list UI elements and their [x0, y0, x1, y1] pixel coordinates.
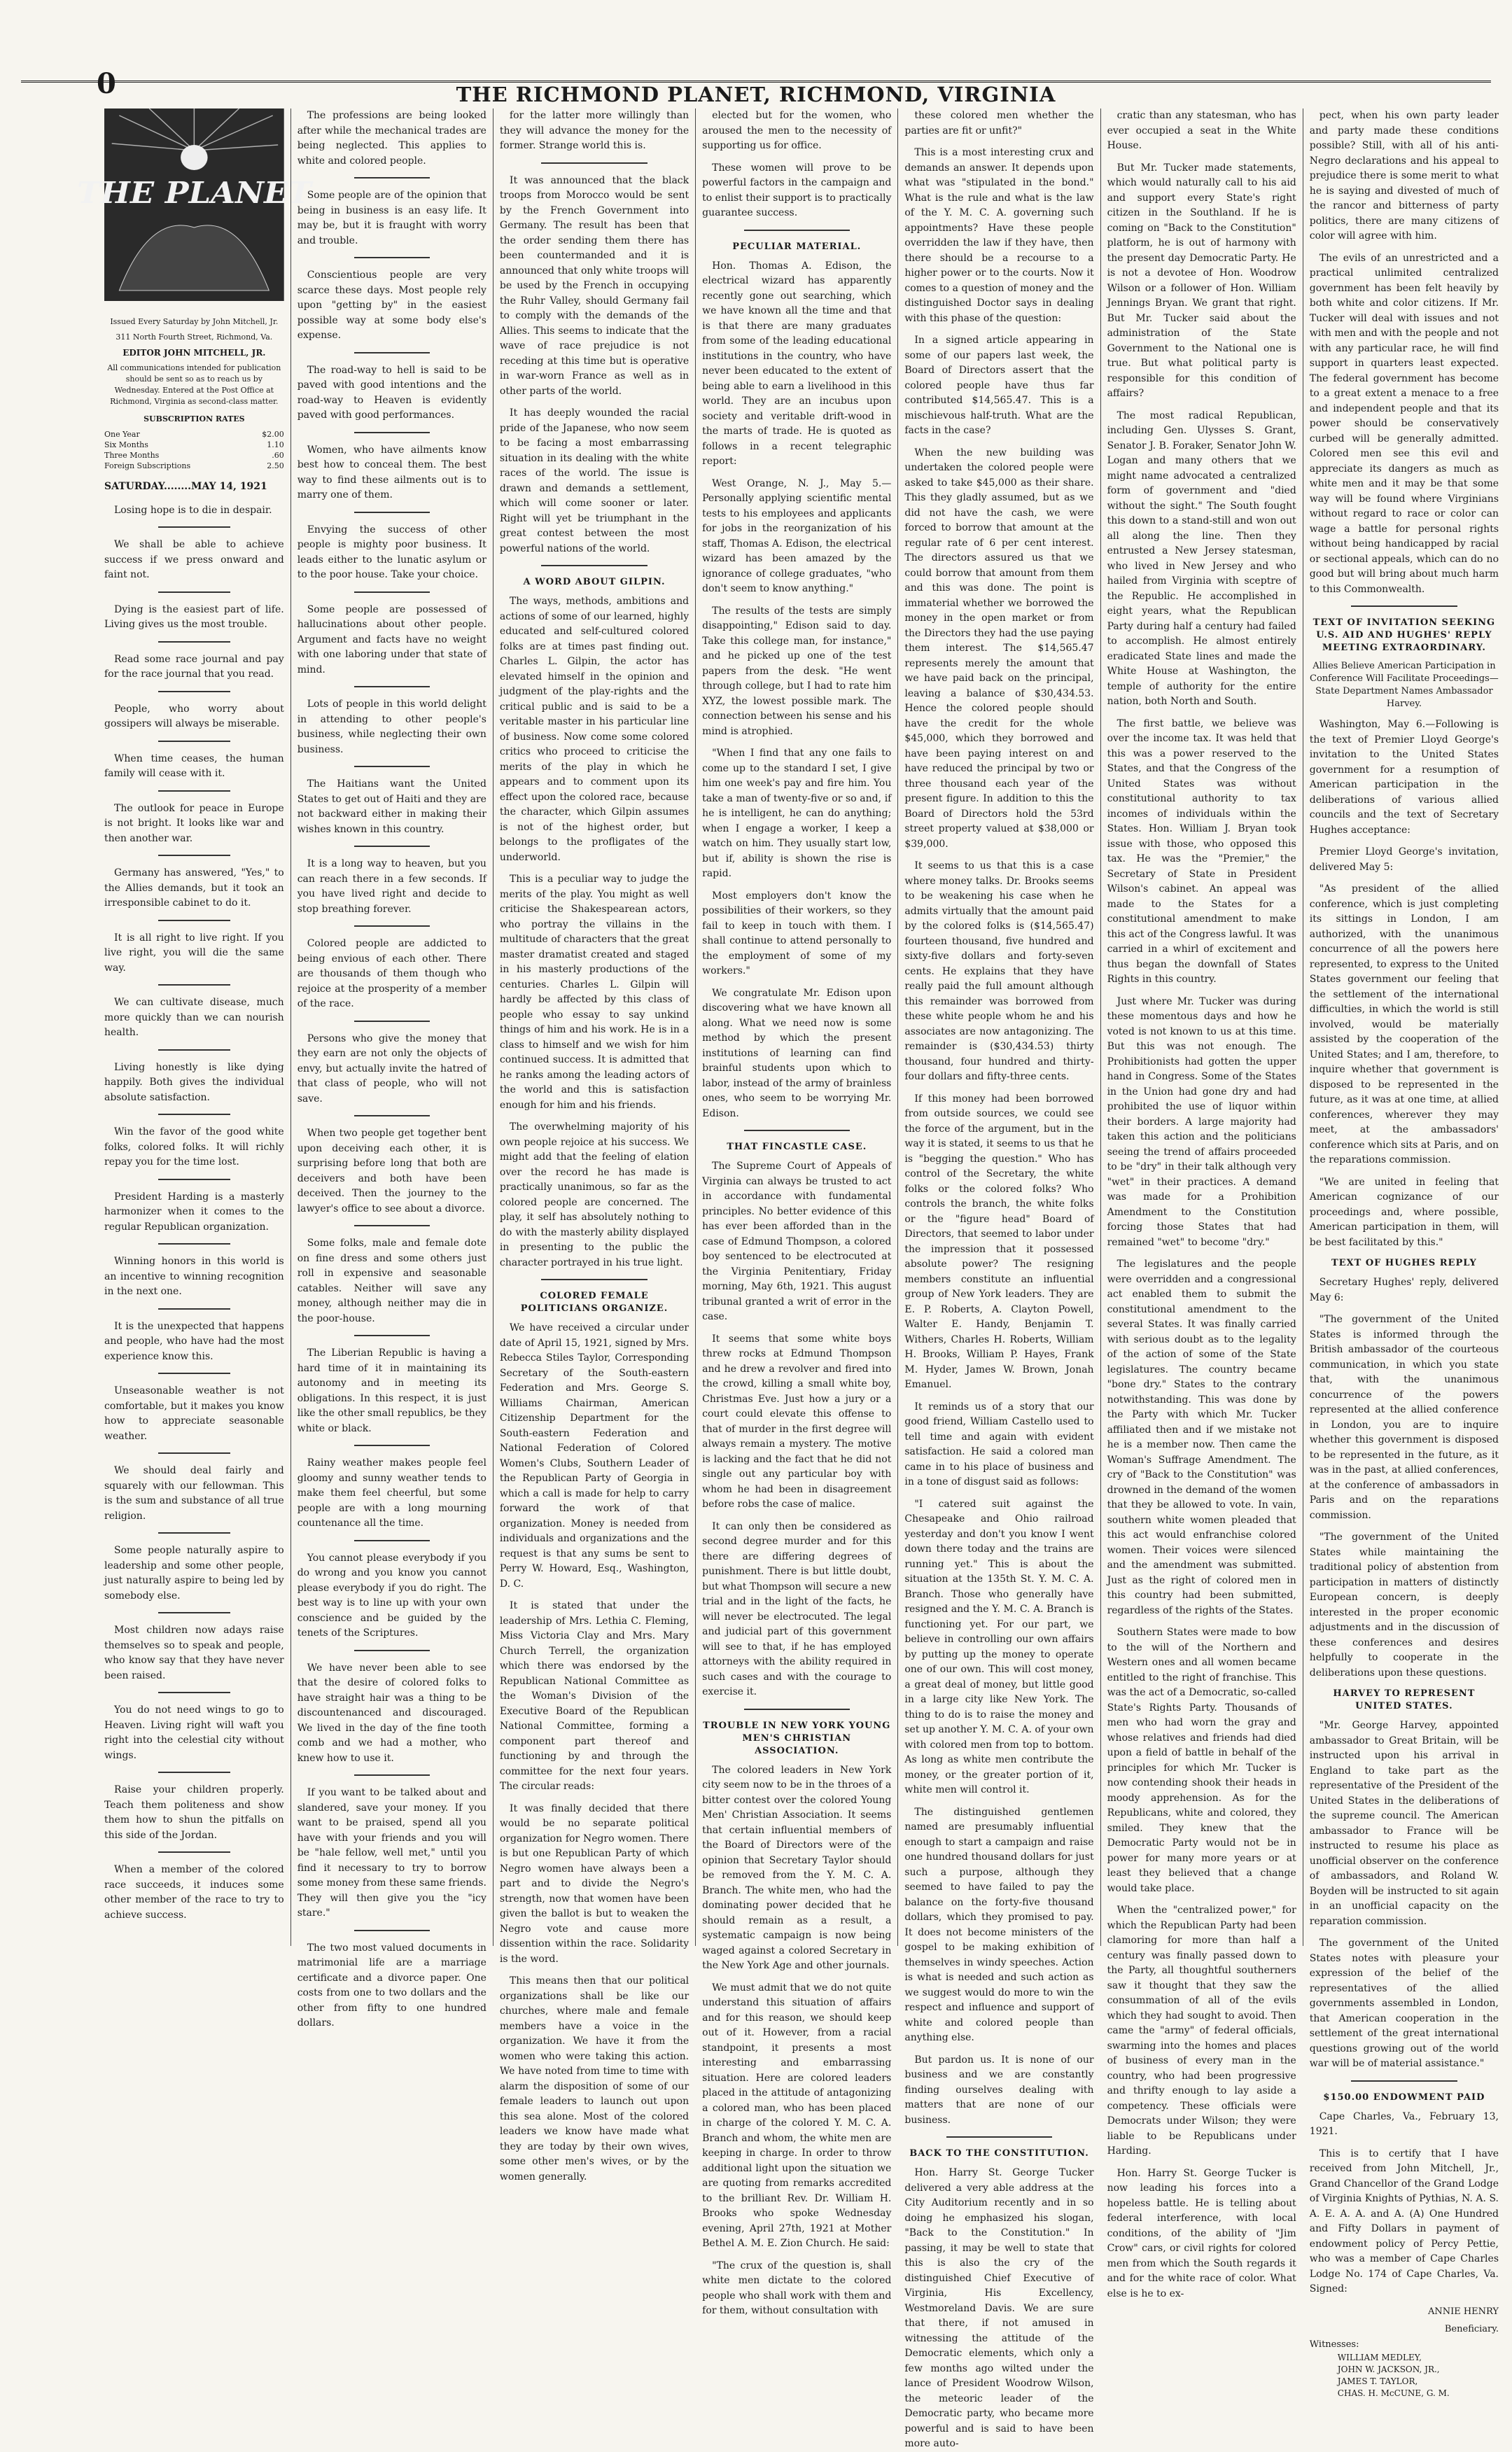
separator-rule: [354, 846, 430, 847]
paragraph: "We are united in feeling that American cognizance of our proceedings and, where possible, American participation in them, will be best facilitated by this.": [1309, 1176, 1499, 1248]
separator-rule: [1351, 2080, 1457, 2082]
separator-rule: [354, 1930, 430, 1931]
separator-rule: [158, 790, 230, 792]
subscription-rates: [104, 429, 284, 471]
separator-rule: [158, 1308, 230, 1310]
paragraph: You do not need wings to go to Heaven. Living right will waft you right into the celestial city without wings.: [104, 1704, 284, 1761]
paragraph: This means then that our political organizations shall be like our churches, where male and female members have a voice in the organization. We have it from the women who were taking this action. We have noted from time to time with alarm the disposition of some of our female leaders to launch out upon this sea alone. Most of the colored leaders we know have made what they are today by their own wives, some other men's wives, or by the women generally.: [499, 1975, 690, 2183]
paragraph-list: [702, 1763, 891, 2319]
article-headline: TEXT OF INVITATION SEEKING U.S. AID AND HUGHES' REPLY MEETING EXTRAORDINARY.: [1312, 617, 1496, 653]
paragraph: West Orange, N. J., May 5.—Personally applying scientific mental tests to his employees and applicants for jobs in the reorganization of his staff, Thomas A. Edison, the electrical wizard has been amazed by the ignorance of college graduates, "who don't seem to know anything.": [702, 477, 892, 594]
article-headline: TEXT OF HUGHES REPLY: [1331, 1258, 1477, 1268]
paragraph: When the "centralized power," for which the Republican Party had been clamoring for more than half a century was finally passed down to the Party, all thoughtful southerners saw it thought that they saw the consummation of all of the evils which they had sought to avoid. Then came the "army" of federal officials, swarming into the homes and places of business of every man in the country, who had been progressive and thrifty enough to lay aside a competency. These officials were Democrats under Wilson; they were liable to be Republicans under Harding.: [1107, 1905, 1296, 2157]
paragraph: It is the unexpected that happens and people, who have had the most experience know this.: [104, 1320, 284, 1362]
separator-rule: [158, 591, 230, 593]
column-3: [493, 108, 695, 2183]
publisher-line: Issued Every Saturday by John Mitchell, Jr.: [110, 316, 279, 326]
paragraph: This is to certify that I have received from John Mitchell, Jr., Grand Chancellor of the Grand Lodge of Virginia Knights of Pythias, N. A. S. A. E. A. A. and A. (A) One Hundred and Fifty Dollars in payment of endowment policy of Percy Pettie, who was a member of Cape Charles Lodge No. 174 of Cape Charles, Va. Signed:: [1309, 2148, 1499, 2295]
paragraph: Read some race journal and pay for the race journal that you read.: [104, 653, 284, 680]
paragraph-list: [1310, 1718, 1499, 2072]
separator-rule: [158, 691, 230, 692]
paragraph-list: [1310, 1275, 1499, 1681]
witness-name: CHAS. H. McCUNE, G. M.: [1337, 2388, 1450, 2398]
paragraph-list: [500, 174, 689, 557]
separator-rule: [541, 162, 647, 164]
paragraph: People, who worry about gossipers will always be miserable.: [104, 703, 284, 729]
separator-rule: [158, 855, 230, 856]
paragraph: Hon. Harry St. George Tucker delivered a very able address at the City Auditorium recently and in so doing he emphasized his slogan, "Back to the Constitution." In passing, it may be well to state that this is also the cry of the distinguished Chief Executive of Virginia, His Excellency, Westmoreland Davis. We are sure that there, if not amused in witnessing the attitude of the Democratic elements, which only a few months ago wilted under the lance of President Woodrow Wilson, the meteoric leader of the Democratic party, who became more powerful and is said to have been more auto-: [904, 2167, 1094, 2449]
paragraph: "The crux of the question is, shall white men dictate to the colored people who shall work with them and for them, without consultation with: [702, 2260, 892, 2316]
separator-rule: [158, 1049, 230, 1051]
column-7: [1303, 108, 1505, 2398]
paragraph: It is a long way to heaven, but you can reach there in a few seconds. If you have lived right and decide to stop breathing forever.: [297, 858, 486, 915]
paragraph: It seems to us that this is a case where money talks. Dr. Brooks seems to be weakening his case when he admits virtually that the amount paid by the colored folks is ($14,565.47) fourteen thousand, five hundred and sixty-five dollars and forty-seven cents. He explains that they have really paid the full amount although this remainder was borrowed from these white people whom he and his associates are now antagonizing. The remainder is ($30,434.53) thirty thousand, four hundred and thirty-four dollars and fifty-three cents.: [904, 860, 1094, 1082]
separator-rule: [541, 565, 647, 566]
separator-rule: [354, 1225, 430, 1226]
separator-rule: [354, 766, 430, 767]
separator-rule: [354, 1115, 430, 1116]
separator-rule: [158, 1243, 230, 1245]
paragraph: "When I find that any one fails to come up to the standard I set, I give him one week's pay and fire him. You take a man of twenty-five or so and, if he is intelligent, he can do anything; when I engage a worker, I keep a watch on him. They usually start low, but if, ability is shown the rise is rapid.: [702, 748, 892, 879]
separator-rule: [744, 1130, 850, 1131]
continued-paragraph: these colored men whether the parties are fit or unfit?": [904, 110, 1094, 136]
paragraph: The overwhelming majority of his own people rejoice at his success. We might add that the feeling of elation over the record he has made is practically unanimous, so far as the colored people are concerned. The play, it self has absolutely nothing to do with the masterly ability displayed in presenting to the public the character portrayed in his true light.: [499, 1121, 690, 1268]
sidebar-column: [77, 108, 312, 1946]
paragraph: Win the favor of the good white folks, colored folks. It will richly repay you for the time lost.: [104, 1126, 284, 1168]
separator-rule: [158, 1114, 230, 1115]
paragraph: In a signed article appearing in some of our papers last week, the Board of Directors assert that the colored people have thus far contributed $14,565.47. This is a mischievous half-truth. What are the facts in the case?: [904, 335, 1094, 436]
paragraph: Losing hope is to die in despair.: [114, 504, 272, 516]
separator-rule: [158, 741, 230, 742]
article-headline: PECULIAR MATERIAL.: [732, 241, 862, 252]
paragraph: Unseasonable weather is not comfortable, but it makes you know how to appreciate seasonable weather.: [104, 1385, 284, 1442]
rate-row: Six Months 1.10: [104, 440, 284, 449]
paragraph: The Supreme Court of Appeals of Virginia can always be trusted to act in accordance with fundamental principles. No better evidence of this has ever been afforded than in the case of Edmund Thompson, a colored boy sentenced to be electrocuted at the Virginia Penitentiary, Friday morning, May 6th, 1921. This august tribunal granted a writ of error in the case.: [702, 1161, 892, 1322]
paragraph: We should deal fairly and squarely with our fellowman. This is the sum and substance of all true religion.: [104, 1465, 284, 1522]
separator-rule: [354, 432, 430, 433]
separator-rule: [158, 1452, 230, 1454]
column-4: [695, 108, 897, 2316]
rate-row: Foreign Subscriptions 2.50: [104, 461, 284, 470]
separator-rule: [158, 1532, 230, 1534]
paragraph: We congratulate Mr. Edison upon discovering what we have known all along. What we need now is some method by which the present institutions of learning can find brainful students upon which to labor, instead of the army of brainless ones, who seem to be worrying Mr. Edison.: [702, 987, 892, 1119]
paragraph: It seems that some white boys threw rocks at Edmund Thompson and he drew a revolver and fired into the crowd, killing a small white boy, Christmas Eve. Just how a jury or a court could elevate this offense to that of murder in the first degree will always remain a mystery. The motive is lacking and the fact that he did not single out any particular boy with whom he had been in disagreement before robs the case of malice.: [702, 1333, 892, 1510]
separator-rule: [354, 591, 430, 593]
article-headline: THAT FINCASTLE CASE.: [727, 1142, 867, 1152]
columns: [77, 108, 1505, 2449]
continued-paragraph: pect, when his own party leader and party made these conditions possible? Still, with all of his anti-Negro declarations and his appeal to prejudice there is some merit to what he is saying and divested of much of the rancor and bitterness of party politics, there are many citizens of color will agree with him.: [1309, 110, 1499, 241]
paragraph: We can cultivate disease, much more quickly than we can nourish health.: [104, 997, 284, 1038]
paragraph: Hon. Thomas A. Edison, the electrical wizard has apparently recently gone out searching, which we have known all the time and that is that there are many graduates from some of the leading educational institutions in the country, who have never been educated to the extent of being able to earn a livelihood in this world. They are an incubus upon society and veritable drift-wood in the marts of trade. He is quoted as follows in a recent telegraphic report:: [702, 260, 892, 467]
separator-rule: [158, 1692, 230, 1693]
paragraph: Living honestly is like dying happily. Both gives the individual absolute satisfaction.: [104, 1061, 284, 1103]
paragraph: The results of the tests are simply disappointing," Edison said to day. Take this college man, for instance," and he picked up one of the test papers from the desk. "He went through college, but I had to rate him XYZ, the lowest possible mark. The connection between his sense and his mind is atrophied.: [702, 605, 892, 737]
paragraph: The distinguished gentlemen named are presumably influential enough to start a campaign and raise one hundred thousand dollars for just such a purpose, although they seemed to have failed to pay the balance on the forty-five thousand dollars, which they promised to pay. It does not become ministers of the gospel to be making exhibition of themselves in windy speeches. Action is what is needed and such action as we suggest would do more to win the respect and influence and support of white and colored people than anything else.: [904, 1806, 1094, 2043]
column-6: [1100, 108, 1303, 2299]
paragraph: "As president of the allied conference, which is just completing its sittings in London, I am authorized, with the unanimous concurrence of all the powers here represented, to express to the United States government our feeling that the settlement of the international difficulties, in which the world is still involved, would be materially assisted by the cooperation of the United States; and I am, therefore, to inquire whether that government is disposed to be represented in the future, as it was at one time, at allied conferences, wherever they may meet, at the ambassadors' conference which sits at Paris, and on the reparations commission.: [1309, 883, 1499, 1165]
separator-rule: [158, 984, 230, 986]
paragraph: These women will prove to be powerful factors in the campaign and to enlist their support is to practically guarantee success.: [702, 162, 892, 218]
paragraph: The two most valued documents in matrimonial life are a marriage certificate and a divorce paper. One costs from one to two dollars and the other from fifty to one hundred dollars.: [297, 1942, 486, 2029]
paragraph: This is a most interesting crux and demands an answer. It depends upon what was "stipulated in the bond." What is the rule and what is the law of the Y. M. C. A. governing such appointments? Have these people overridden the law if they have, then there should be a recourse to a higher power or to the courts. Now it comes to a question of money and the distinguished Doctor says in dealing with this phase of the question:: [904, 147, 1094, 324]
paragraph: The most radical Republican, including Gen. Ulysses S. Grant, Senator J. B. Foraker, Senator John W. Logan and many others that we might name advocated a centralized form of government and "died without the sight." The South fought this down to a stand-still and won out all along the line. Then they entrusted a New Jersey statesman, who lived in New Jersey and who hailed from Virginia with sceptre of the Republic. He accomplished in eight years, what the Republican Party during half a century had failed to accomplish. He almost entirely eradicated State lines and made the White House at Washington, the temple of authority for the entire nation, both North and South.: [1107, 409, 1296, 707]
paragraph: The colored leaders in New York city seem now to be in the throes of a bitter contest over the colored Young Men' Christian Association. It seems that certain influential members of the Board of Directors were of the opinion that Secretary Taylor should be removed from the Y. M. C. A. Branch. The white men, who had the dominating power decided that he should remain as a result, a systematic campaign is now being waged against a colored Secretary in the New York Age and other journals.: [702, 1764, 892, 1971]
logo-text: THE PLANET: [77, 176, 312, 211]
continued-paragraph: elected but for the women, who aroused the men to the necessity of supporting us for office.: [702, 110, 892, 151]
separator-rule: [158, 920, 230, 921]
paragraph: It can only then be considered as second degree murder and for this there are differing degrees of punishment. There is but little doubt, but what Thompson will secure a new trial and in the light of the facts, he will never be electrocuted. The legal and judicial part of this government will see to that, if he has employed attorneys with the ability required in such cases and with the courage to exercise it.: [702, 1520, 892, 1697]
paragraph: Dying is the easiest part of life. Living gives us the most trouble.: [104, 603, 284, 630]
paragraph: Rainy weather makes people feel gloomy and sunny weather tends to make them feel cheerful, but some people are with a long mourning countenance all the time.: [297, 1457, 486, 1529]
paragraph: Most children now adays raise themselves so to speak and people, who know say that they have never been raised.: [104, 1625, 284, 1681]
separator-rule: [354, 1445, 430, 1446]
paragraph: If you want to be talked about and slandered, save your money. If you want to be praised, spend all you have with your friends and you will be "hale fellow, well met," until you find it necessary to try to borrow some money from these same friends. They will then give you the "icy stare.": [297, 1787, 486, 1919]
separator-rule: [541, 1279, 647, 1280]
paragraph: Germany has answered, "Yes," to the Allies demands, but it took an irresponsible cabinet to do it.: [104, 867, 284, 909]
paragraph-list: [104, 503, 284, 1924]
paragraph: Raise your children properly. Teach them politeness and show them how to shun the pitfalls on this side of the Jordan.: [104, 1784, 284, 1841]
planet-logo: [77, 108, 312, 301]
paragraph: It was announced that the black troops from Morocco would be sent by the French Government into Germany. The result has been that the order sending them there has been countermanded and it is announced that only white troops will be used by the French in occupying the Ruhr Valley, should Germany fail to comply with the demands of the Allies. This seems to indicate that the wave of race prejudice is not receding at this time but is operative in war-worn France as well as in other parts of the world.: [499, 174, 690, 397]
paragraph: Envying the success of other people is mighty poor business. It leads either to the lunatic asylum or to the poor house. Take your choice.: [297, 524, 486, 580]
paragraph: "Mr. George Harvey, appointed ambassador to Great Britain, will be instructed upon his arrival in England to take part as the representative of the President of the United States in the deliberations of the supreme council. The American ambassador to France will be instructed to resume his place as unofficial observer on the conference of ambassadors, and Roland W. Boyden will be instructed to sit again in an unofficial capacity on the reparation commission.: [1309, 1720, 1499, 1927]
publication-notice: All communications intended for publication should be sent so as to reach us by Wednesday. Entered at the Post Office at Richmond, Virginia as second-class matter.: [107, 363, 281, 406]
paragraph-list: [904, 2166, 1093, 2452]
paragraph-list: [1310, 2110, 1499, 2297]
separator-rule: [354, 925, 430, 927]
paragraph: Winning honors in this world is an incentive to winning recognition in the next one.: [104, 1256, 284, 1297]
separator-rule: [946, 2136, 1052, 2138]
paragraph: The legislatures and the people were overridden and a congressional act enabled them to submit the constitutional amendment to the several States. It was finally carried with serious doubt as to the legality of the action of some of the State legislatures. The country became "bone dry." States to the contrary notwithstanding. This was done by the Party with which Mr. Tucker affiliated then and if we mistake not he is a member now. Then came the Woman's Suffrage Amendment. The cry of "Back to the Constitution" was drowned in the demand of the women that they be allowed to vote. In vain, southern white women pleaded that this act would enfranchise colored women. Their voices were silenced and the amendment was submitted. Just as the right of colored men in this country had been submitted, regardless of the rights of the States.: [1107, 1259, 1296, 1616]
paragraph: Conscientious people are very scarce these days. Most people rely upon "getting by" in the easiest possible way at some body else's expense.: [297, 269, 486, 341]
paragraph: Some people are of the opinion that being in business is an easy life. It may be, but it is fraught with worry and trouble.: [297, 190, 486, 246]
paragraph-list: [702, 1159, 891, 1700]
separator-rule: [158, 1373, 230, 1374]
column-5: [897, 108, 1100, 2449]
rates-title: SUBSCRIPTION RATES: [144, 414, 245, 423]
witness-name: JAMES T. TAYLOR,: [1337, 2376, 1418, 2386]
paragraph: "The government of the United States while maintaining the traditional policy of abstention from participation in matters of distinctly European concern, is deeply interested in the proper economic adjustments and in the discussion of these conferences and desires helpfully to cooperate in the deliberations upon these questions.: [1309, 1532, 1499, 1679]
article-headline: TROUBLE IN NEW YORK YOUNG MEN'S CHRISTIAN ASSOCIATION.: [703, 1720, 891, 1756]
dateline: SATURDAY........MAY 14, 1921: [104, 481, 267, 492]
paragraph: The ways, methods, ambitions and actions of some of our learned, highly educated and self-cultured colored folks are at times past finding out. Charles L. Gilpin, the actor has elevated himself in the opinion and judgment of the play-rights and the critical public and is said to be a veritable master in his particular line of business. Now come some colored critics who proceed to criticise the merits of the play in which he appears and to comment upon its effect upon the colored race, because the character, which Gilpin assumes is not of the highest order, but belongs to the profligates of the underworld.: [499, 596, 690, 863]
separator-rule: [158, 526, 230, 528]
separator-rule: [158, 1179, 230, 1180]
beneficiary-label: Beneficiary.: [1444, 2324, 1499, 2334]
separator-rule: [158, 1612, 230, 1613]
paragraph: Some people naturally aspire to leadership and some other people, just naturally aspire to being led by somebody else.: [104, 1545, 284, 1602]
paragraph: But Mr. Tucker made statements, which would naturally call to his aid and support every State's right citizen in the Southland. If he is coming on "Back to the Constitution" platform, he is out of harmony with the present day Democratic Party. He is not a devotee of Hon. Woodrow Wilson or a follower of Hon. William Jennings Bryan. We grant that right. But Mr. Tucker said about the administration of the State Government to the National one is true. But what political party is responsible for this condition of affairs?: [1107, 162, 1296, 399]
column-2: [290, 108, 493, 2029]
separator-rule: [158, 1772, 230, 1773]
paragraph: Secretary Hughes' reply, delivered May 6:: [1309, 1277, 1499, 1303]
paragraph: "I catered suit against the Chesapeake and Ohio railroad yesterday and don't you know I went down there today and the trains are running yet." This is about the situation at the 135th St. Y. M. C. A. Branch. Those who generally have resigned and the Y. M. C. A. Branch is functioning yet. For our part, we believe in controlling our own affairs by putting up the money to operate one of our own. This will cost money, a great deal of money, but little good in a large city like New York. The thing to do is to raise the money and set up another Y. M. C. A. of your own with colored men from top to bottom. As long as white men contribute the money, or the greater portion of it, white men will control it.: [904, 1498, 1094, 1795]
paragraph: If this money had been borrowed from outside sources, we could see the force of the argument, but in the way it is stated, it seems to us that he is "begging the question." Who has control of the Secretary, the white folks or the colored folks? Who controls the branch, the white folks or the "figure head" Board of Directors, that seemed to labor under the impression that it possessed absolute power? The resigning members constitute an influential group of New York leaders. They are E. P. Roberts, A. Clayton Powell, Walter E. Handy, Benjamin T. Withers, Charles H. Roberts, William H. Brooks, William P. Hayes, Frank M. Hyder, James W. Brown, Jonah Emanuel.: [904, 1093, 1094, 1390]
paragraph: This is a peculiar way to judge the merits of the play. You might as well criticise the Shakespearean actors, who portray the villains in the multitude of characters that the great master dramatist created and staged in his masterly productions of the centuries. Charles L. Gilpin will hardly be affected by this class of people who essay to say unkind things of him and his work. He is in a class to himself and we wish for him continued success. It is admitted that he ranks among the leading actors of the world and this is satisfaction enough for him and his friends.: [499, 874, 690, 1111]
paragraph: Just where Mr. Tucker was during these momentous days and how he voted is not known to us at this time. But this was not enough. The Prohibitionists had gotten the upper hand in Congress. Some of the States in the Union had gone dry and had prohibited the use of liquor within their borders. A large majority had taken this action and the politicians seeing the trend of affairs proceeded to be "dry" in their talk although very "wet" in their practices. A demand was made for a Prohibition Amendment to the Constitution forcing those States that had remained "wet" to become "dry.": [1107, 995, 1296, 1248]
paragraph-list: [1310, 717, 1499, 1250]
rate-row: Three Months .60: [104, 451, 284, 460]
paragraph: Hon. Harry St. George Tucker is now leading his forces into a hopeless battle. He is telling about federal interference, with local conditions, of the ability of "Jim Crow" cars, or civil rights for colored men from which the South regards it and for the white race of color. What else is he to ex-: [1107, 2167, 1296, 2299]
witness-name: WILLIAM MEDLEY,: [1337, 2353, 1422, 2362]
paragraph: Southern States were made to bow to the will of the Northern and Western ones and all women became entitled to the right of franchise. This was the act of a Democratic, so-called State's Rights Party. Thousands of men who had worn the gray and whose relatives and friends had died upon a field of battle in behalf of the principles for which Mr. Tucker is now contending shook their heads in moody apprehension. As for the Republicans, white and colored, they smiled. They knew that the Democratic Party would not be in power for many more years or at least they believed that a change would take place.: [1107, 1627, 1296, 1894]
paragraph: We must admit that we do not quite understand this situation of affairs and for this reason, we should keep out of it. However, from a racial standpoint, it presents a most interesting and embarrassing situation. Here are colored leaders placed in the attitude of antagonizing a colored man, who has been placed in charge of the colored Y. M. C. A. Branch and whom, the white men are keeping in charge. In order to throw additional light upon the situation we are quoting from remarks accredited to the brilliant Rev. Dr. William H. Brooks who spoke Wednesday evening, April 27th, 1921 at Mother Bethel A. M. E. Zion Church. He said:: [702, 1982, 892, 2249]
paragraph: But pardon us. It is none of our business and we are constantly finding ourselves dealing with matters that are none of our business.: [904, 2054, 1094, 2126]
separator-rule: [354, 512, 430, 513]
paragraph: President Harding is a masterly harmonizer when it comes to the regular Republican organization.: [104, 1191, 284, 1233]
paragraph-list: [702, 259, 891, 1122]
paragraph: When a member of the colored race succeeds, it induces some other member of the race to try to achieve success.: [104, 1864, 284, 1921]
article-headline: $150.00 ENDOWMENT PAID: [1323, 2092, 1485, 2103]
paragraph-list: [298, 108, 486, 2031]
witness-label: Witnesses:: [1309, 2339, 1359, 2350]
separator-rule: [354, 1021, 430, 1022]
paragraph: When two people get together bent upon deceiving each other, it is surprising before long that both are deceivers and both have been deceived. Then the journey to the lawyer's office to see about a divorce.: [297, 1128, 486, 1214]
separator-rule: [744, 230, 850, 231]
separator-rule: [354, 352, 430, 353]
paragraph: It is all right to live right. If you live right, you will die the same way.: [104, 932, 284, 974]
paragraph: It reminds us of a story that our good friend, William Castello used to tell time and again with evident satisfaction. He said a colored man came in to his place of business and in a tone of disgust said as follows:: [904, 1401, 1094, 1487]
paragraph: You cannot please everybody if you do wrong and you know you cannot please everybody if you do right. The best way is to line up with your own conscience and be guided by the tenets of the Scriptures.: [297, 1552, 486, 1639]
paragraph-list: [500, 1321, 689, 2185]
paragraph: It is stated that under the leadership of Mrs. Lethia C. Fleming, Miss Victoria Clay and Mrs. Mary Church Terrell, the organization which there was endorsed by the Republican National Committee as the Woman's Division of the Executive Board of the Republican National Committee, forming a component part thereof and functioning by and through the committee for the next four years. The circular reads:: [499, 1600, 690, 1792]
article-headline: HARVEY TO REPRESENT UNITED STATES.: [1333, 1688, 1476, 1711]
paragraph: The government of the United States notes with pleasure your expression of the belief of the representatives of the allied governments assembled in London, that American cooperation in the settlement of the great international questions growing out of the world war will be of material assistance.": [1309, 1938, 1499, 2069]
witness-name: JOHN W. JACKSON, JR.,: [1337, 2365, 1440, 2374]
article-subheadline: Allies Believe American Participation in Conference Will Facilitate Proceedings—State Department Names Ambassador Harvey.: [1310, 661, 1499, 709]
separator-rule: [354, 257, 430, 258]
paragraph: We shall be able to achieve success if we press onward and faint not.: [104, 539, 284, 580]
signature: ANNIE HENRY: [1427, 2306, 1499, 2317]
article-headline: COLORED FEMALE POLITICIANS ORGANIZE.: [520, 1291, 668, 1314]
separator-rule: [354, 177, 430, 178]
paragraph: "The government of the United States is informed through the British ambassador of the courteous communication, in which you state that, with the unanimous concurrence of the powers represented at the allied conference in London, you are to inquire whether this government is disposed to be represented in the future, as it was in the past, at allied conferences, at the conference of ambassadors in Paris and on the reparations commission.: [1309, 1314, 1499, 1521]
paragraph: The Liberian Republic is having a hard time of it in maintaining its autonomy and in meeting its obligations. In this respect, it is just like the other small republics, be they white or black.: [297, 1347, 486, 1434]
paragraph: The road-way to hell is said to be paved with good intentions and the road-way to Heaven is evidently paved with good performances.: [297, 364, 486, 421]
page-number: 0: [97, 67, 116, 100]
paragraph-list: [500, 594, 689, 1270]
editor-line: EDITOR JOHN MITCHELL, JR.: [122, 347, 266, 358]
paragraph: Premier Lloyd George's invitation, delivered May 5:: [1309, 846, 1499, 873]
paragraph-list: [1107, 161, 1296, 2302]
paragraph: Lots of people in this world delight in attending to other people's business, while neglecting their own business.: [297, 699, 486, 755]
paragraph: The first battle, we believe was over the income tax. It was held that this was a power reserved to the States, and that the Congress of the United States was without constitutional authority to tax incomes of individuals within the States. Hon. William J. Bryan took issue with those, who opposed this tax. He was the "Premier," the Secretary of State in President Wilson's cabinet. An appeal was made to the States for a constitutional amendment to make this act of the Congress lawful. It was carried in a whirl of excitement and thus began the downfall of States Rights in this country.: [1107, 717, 1296, 985]
paragraph: The Haitians want the United States to get out of Haiti and they are not backward either in making their wishes known in this country.: [297, 778, 486, 835]
paragraph: The professions are being looked after while the mechanical trades are being neglected. This applies to white and colored people.: [297, 110, 486, 167]
article-headline: A WORD ABOUT GILPIN.: [523, 577, 666, 587]
masthead: [21, 0, 1491, 106]
paragraph: Women, who have ailments know best how to conceal them. The best way to find these ailments out is to marry one of them.: [297, 444, 486, 500]
paper-title: THE RICHMOND PLANET, RICHMOND, VIRGINIA: [456, 83, 1056, 106]
paragraph: Persons who give the money that they earn are not only the objects of envy, but actually invite the hatred of that class of people, who will not save.: [297, 1032, 486, 1105]
paragraph: The outlook for peace in Europe is not bright. It looks like war and then another war.: [104, 802, 284, 844]
paragraph: Some people are possessed of hallucinations about other people. Argument and facts have no weight with one laboring under that state of mind.: [297, 603, 486, 675]
separator-rule: [354, 1650, 430, 1651]
paragraph: Cape Charles, Va., February 13, 1921.: [1309, 2110, 1499, 2137]
separator-rule: [354, 686, 430, 687]
separator-rule: [354, 1774, 430, 1776]
separator-rule: [158, 641, 230, 643]
paragraph: Some folks, male and female dote on fine dress and some others just roll in expensive and seasonable catables. Neither will save any money, although neither may die in the poor-house.: [297, 1238, 486, 1324]
paragraph: We have received a circular under date of April 15, 1921, signed by Mrs. Rebecca Stiles Taylor, Corresponding Secretary of the South-eastern Federation and Mrs. George S. Williams Chairman, American Citizenship Department for the South-eastern Federation and National Federation of Colored Women's Clubs, Southern Leader of the Republican Party of Georgia in which a call is made for help to carry forward the work of that organization. Money is needed from individuals and organizations and the request is that any sums be sent to Perry W. Howard, Esq., Washington, D. C.: [499, 1322, 690, 1590]
paragraph: Washington, May 6.—Following is the text of Premier Lloyd George's invitation to the United States government for a resumption of American participation in the deliberations of various allied councils and the text of Secretary Hughes acceptance:: [1309, 719, 1499, 836]
publisher-address: 311 North Fourth Street, Richmond, Va.: [115, 332, 273, 342]
separator-rule: [1351, 605, 1457, 607]
witness-list: [1310, 2352, 1499, 2400]
separator-rule: [354, 1335, 430, 1336]
continued-paragraph: cratic than any statesman, who has ever occupied a seat in the White House.: [1107, 110, 1296, 151]
paragraph: The evils of an unrestricted and a practical unlimited centralized government has been felt heavily by both white and color citizens. If Mr. Tucker will deal with issues and not with men and with the people and not with any particular race, he will find support in quarters least expected. The federal government has become to a great extent a menace to a free and independent people and that its power should be conservatively curbed will be generally admitted. Colored men see this evil and appreciate its dangers as much as white men and it may be that some way will be found where Virginians without regard to race or color can wage a battle for personal rights without being handicapped by racial or sectional appeals, which can do no good but will bring about much harm to this Commonwealth.: [1309, 252, 1499, 595]
separator-rule: [354, 1540, 430, 1541]
rate-row: One Year $2.00: [104, 430, 284, 439]
paragraph: When the new building was undertaken the colored people were asked to take $45,000 as their share. This they gladly assumed, but as we did not have the cash, we were forced to borrow that amount at the regular rate of 6 per cent interest. The directors assured us that we could borrow that amount from them and this was done. The point is immaterial whether we borrowed the money in the open market or from the Directors they had the use paying them interest. The $14,565.47 represents merely the amount that we have paid back on the principal, leaving a balance of $30,434.53. Hence the colored people should have the credit for the whole $45,000, which they borrowed and have been paying interest on and have reduced the principal by two or three thousand each year of the present figure. In addition to this the Board of Directors hold the 53rd street property valued at $38,000 or $39,000.: [904, 447, 1094, 850]
paragraph: When time ceases, the human family will cease with it.: [104, 752, 284, 779]
paragraph: It has deeply wounded the racial pride of the Japanese, who now seem to be facing a most embarrassing situation in its dealing with the white races of the world. The issue is drawn and demands a settlement, which will come sooner or later. Right will yet be triumphant in the great contest between the most powerful nations of the world.: [499, 407, 690, 554]
separator-rule: [158, 1851, 230, 1853]
paragraph-list: [904, 146, 1093, 2128]
paragraph: Most employers don't know the possibilities of their workers, so they fail to keep in touch with them. I shall continue to attend personally to the employment of some of my workers.": [702, 890, 892, 976]
separator-rule: [744, 1709, 850, 1710]
paragraph: We have never been able to see that the desire of colored folks to have straight hair was a thing to be discountenanced and discouraged. We lived in the day of the fine tooth comb and we had a mother, who knew how to use it.: [297, 1662, 486, 1764]
paragraph: Colored people are addicted to being envious of each other. There are thousands of them though who rejoice at the prosperity of a member of the race.: [297, 938, 486, 1009]
paragraph: It was finally decided that there would be no separate political organization for Negro women. There is but one Republican Party of which Negro women have always been a part and to divide the Negro's strength, now that women have been given the ballot is but to weaken the Negro vote and cause more dissention within the race. Solidarity is the word.: [499, 1802, 690, 1965]
article-headline: BACK TO THE CONSTITUTION.: [909, 2148, 1089, 2159]
continued-paragraph: for the latter more willingly than they will advance the money for the former. Strange world this is.: [499, 110, 690, 151]
